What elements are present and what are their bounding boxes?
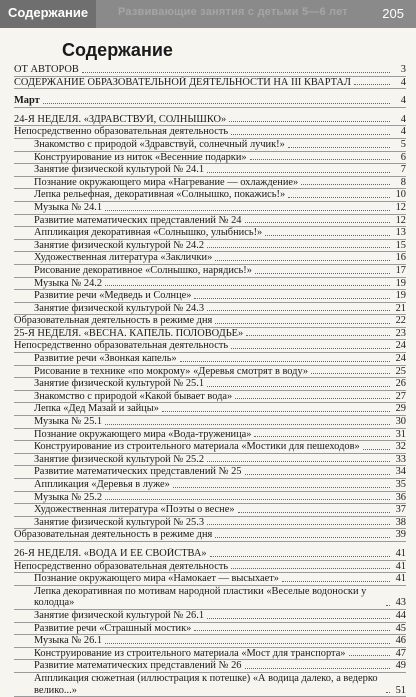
dot-leader <box>229 121 390 122</box>
toc-entry-title: Познание окружающего мира «Нагревание — охлаждение» <box>34 176 299 188</box>
dot-leader <box>288 197 390 198</box>
toc-entry-title: Знакомство с природой «Здравствуй, солнечный лучик!» <box>34 138 285 150</box>
toc-entry-title: Познание окружающего мира «Вода-труженица» <box>34 428 252 440</box>
toc-entry <box>14 479 406 492</box>
dot-leader <box>207 310 390 311</box>
toc-entry-page: 46 <box>395 635 406 647</box>
toc-entry-title: Развитие математических представлений № 25 <box>34 466 242 478</box>
toc-entry <box>14 416 406 429</box>
toc-entry <box>14 660 406 673</box>
toc-entry <box>14 353 406 366</box>
toc-entry-title: Конструирование из строительного материала «Мостики для пешеходов» <box>34 441 360 453</box>
toc-entry <box>14 64 406 77</box>
toc-entry-page: 32 <box>395 441 406 453</box>
dot-leader <box>194 630 390 631</box>
toc-entry-page: 27 <box>395 390 406 402</box>
toc-entry <box>14 77 406 90</box>
toc-entry-title: Развитие речи «Звонкая капель» <box>34 353 177 365</box>
dot-leader <box>215 323 390 324</box>
toc-entry-page: 7 <box>400 164 406 176</box>
running-header-subtitle: Развивающие занятия с детьми 5—6 лет <box>118 6 348 18</box>
dot-leader <box>245 668 391 669</box>
toc-entry <box>14 610 406 623</box>
dot-leader <box>231 568 390 569</box>
toc-entry-title: Музыка № 24.2 <box>34 277 103 289</box>
toc-heading: Содержание <box>62 40 173 60</box>
dot-leader <box>210 556 390 557</box>
toc-entry-page: 24 <box>395 353 406 365</box>
dot-leader <box>207 524 390 525</box>
dot-leader <box>386 692 390 693</box>
dot-leader <box>207 172 390 173</box>
dot-leader <box>301 184 390 185</box>
toc-entry-page: 26 <box>395 378 406 390</box>
toc-entry-title: Музыка № 24.1 <box>34 201 103 213</box>
toc-entry-page: 45 <box>395 622 406 634</box>
dot-leader <box>245 222 391 223</box>
toc-entry-page: 31 <box>395 428 406 440</box>
toc-entry <box>14 391 406 404</box>
toc-entry-title: Занятие физической культурой № 25.2 <box>34 453 205 465</box>
toc-entry-title: Непосредственно образовательная деятельность <box>14 340 229 352</box>
toc-entry-page: 51 <box>395 684 406 696</box>
toc-entry <box>14 648 406 661</box>
dot-leader <box>354 84 390 85</box>
toc-entry-title: Музыка № 25.2 <box>34 491 103 503</box>
toc-entry-page: 33 <box>395 453 406 465</box>
toc-entry-title: 25-Я НЕДЕЛЯ. «ВЕСНА. КАПЕЛЬ. ПОЛОВОДЬЕ» <box>14 327 244 339</box>
toc-entry-page: 6 <box>400 151 406 163</box>
toc-entry-title: СОДЕРЖАНИЕ ОБРАЗОВАТЕЛЬНОЙ ДЕЯТЕЛЬНОСТИ НА III КВАРТАЛ <box>14 76 351 88</box>
toc-entry-page: 10 <box>395 189 406 201</box>
toc-entry-page: 24 <box>395 340 406 352</box>
toc-entry-title: Образовательная деятельность в режиме дня <box>14 529 213 541</box>
toc-entry <box>14 403 406 416</box>
toc-entry-title: Лепка рельефная, декоративная «Солнышко, покажись!» <box>34 189 286 201</box>
toc-entry-page: 4 <box>400 113 406 125</box>
toc-entry <box>14 492 406 505</box>
dot-leader <box>105 424 390 425</box>
toc-entry-title: 26-Я НЕДЕЛЯ. «ВОДА И ЕЕ СВОЙСТВА» <box>14 547 207 559</box>
dot-leader <box>207 247 390 248</box>
toc-entry <box>14 139 406 152</box>
toc-entry-title: Рисование в технике «по мокрому» «Деревья смотрят в воду» <box>34 365 309 377</box>
toc-entry-page: 3 <box>400 64 406 75</box>
toc-entry-title: Конструирование из строительного материала «Мост для транспорта» <box>34 647 346 659</box>
toc-entry-title: Занятие физической культурой № 25.3 <box>34 516 205 528</box>
toc-entry-title: Лепка «Дед Мазай и зайцы» <box>34 403 159 415</box>
dot-leader <box>238 512 390 513</box>
toc-entry-page: 39 <box>395 529 406 541</box>
toc-entry <box>14 265 406 278</box>
toc-entry-title: Конструирование из ниток «Весенние подарки» <box>34 151 247 163</box>
toc-entry-page: 36 <box>395 491 406 503</box>
dot-leader <box>43 103 390 104</box>
toc-entry <box>14 548 406 561</box>
toc-entry-title: Занятие физической культурой № 24.1 <box>34 164 205 176</box>
toc-entry <box>14 177 406 190</box>
toc-entry-page: 16 <box>395 252 406 264</box>
toc-entry-title: ОТ АВТОРОВ <box>14 64 79 75</box>
dot-leader <box>235 398 390 399</box>
toc-entry <box>14 202 406 215</box>
dot-leader <box>207 461 390 462</box>
toc-entry <box>14 215 406 228</box>
toc-entry <box>14 340 406 353</box>
toc-entry-page: 25 <box>395 365 406 377</box>
toc-entry-title: Занятие физической культурой № 26.1 <box>34 609 205 621</box>
dot-leader <box>288 147 390 148</box>
toc-entry <box>14 573 406 586</box>
dot-leader <box>250 159 390 160</box>
toc-entry <box>14 152 406 165</box>
toc-entry <box>14 504 406 517</box>
toc-entry-title: Развитие математических представлений № 24 <box>34 214 242 226</box>
toc-entry-page: 4 <box>400 76 406 88</box>
toc-entry-title: Занятие физической культурой № 25.1 <box>34 378 205 390</box>
toc-entry <box>14 623 406 636</box>
dot-leader <box>231 134 390 135</box>
toc-entry-page: 47 <box>395 647 406 659</box>
toc-entry <box>14 315 406 328</box>
toc-entry-page: 37 <box>395 504 406 516</box>
toc-entry-page: 13 <box>395 227 406 239</box>
toc-entry-title: 24-Я НЕДЕЛЯ. «ЗДРАВСТВУЙ, СОЛНЫШКО» <box>14 113 227 125</box>
toc-entry <box>14 227 406 240</box>
toc-entry-page: 34 <box>395 466 406 478</box>
toc-entry <box>14 164 406 177</box>
toc-entry-title: Художественная литература «Поэты о весне» <box>34 504 235 516</box>
dot-leader <box>207 618 390 619</box>
toc-entry <box>14 95 406 108</box>
dot-leader <box>311 373 390 374</box>
dot-leader <box>105 210 390 211</box>
toc-entry <box>14 290 406 303</box>
dot-leader <box>105 499 390 500</box>
toc-entry-page: 5 <box>400 138 406 150</box>
toc-entry-page: 38 <box>395 516 406 528</box>
toc-entry-page: 17 <box>395 264 406 276</box>
toc-entry <box>14 586 406 610</box>
toc-entry-page: 21 <box>395 302 406 314</box>
toc-entry-title: Март <box>14 95 40 107</box>
toc-entry-title: Рисование декоративное «Солнышко, нарядись!» <box>34 264 252 276</box>
dot-leader <box>194 298 390 299</box>
dot-leader <box>215 537 390 538</box>
toc-entry <box>14 517 406 530</box>
toc-entry-page: 23 <box>395 327 406 339</box>
toc-entry-page: 44 <box>395 609 406 621</box>
toc-entry <box>14 561 406 574</box>
toc-entry <box>14 252 406 265</box>
toc-entry-page: 4 <box>400 95 406 107</box>
toc-entry <box>14 366 406 379</box>
toc-entry <box>14 635 406 648</box>
toc-entry-title: Занятие физической культурой № 24.2 <box>34 239 205 251</box>
dot-leader <box>207 386 390 387</box>
toc-entry <box>14 454 406 467</box>
toc-entry-page: 35 <box>395 479 406 490</box>
toc-entry-title: Образовательная деятельность в режиме дня <box>14 315 213 327</box>
toc-entry-page: 22 <box>395 315 406 327</box>
toc-entry-title: Художественная литература «Заклички» <box>34 252 213 264</box>
dot-leader <box>254 436 390 437</box>
toc-entry-title: Непосредственно образовательная деятельность <box>14 126 229 138</box>
dot-leader <box>215 260 390 261</box>
toc-entry <box>14 240 406 253</box>
toc-entry-title: Непосредственно образовательная деятельность <box>14 560 229 572</box>
toc-entry <box>14 328 406 341</box>
dot-leader <box>386 605 390 606</box>
dot-leader <box>82 72 390 73</box>
toc-entry-title: Знакомство с природой «Какой бывает вода» <box>34 390 233 402</box>
toc-entry-title: Развитие речи «Медведь и Солнце» <box>34 290 192 302</box>
toc-entry-title: Аппликация «Деревья в луже» <box>34 479 170 490</box>
toc-entry <box>14 466 406 479</box>
toc-entry-title: Музыка № 25.1 <box>34 416 103 428</box>
dot-leader <box>245 474 391 475</box>
dot-leader <box>265 235 390 236</box>
dot-leader <box>180 361 390 362</box>
dot-leader <box>105 285 390 286</box>
toc-entry-page: 19 <box>395 277 406 289</box>
toc-entry-page: 29 <box>395 403 406 415</box>
table-of-contents <box>14 64 406 697</box>
toc-entry-page: 12 <box>395 214 406 226</box>
toc-entry-page: 19 <box>395 290 406 302</box>
toc-entry-page: 4 <box>400 126 406 138</box>
toc-entry-page: 41 <box>395 547 406 559</box>
toc-entry-page: 12 <box>395 201 406 213</box>
toc-entry-title: Аппликация декоративная «Солнышко, улыбнись!» <box>34 227 263 239</box>
toc-entry-title: Познание окружающего мира «Намокает — высыхает» <box>34 573 279 585</box>
toc-entry <box>14 278 406 291</box>
toc-entry-page: 49 <box>395 660 406 672</box>
dot-leader <box>349 655 390 656</box>
toc-entry <box>14 303 406 316</box>
toc-entry-page: 30 <box>395 416 406 428</box>
toc-entry-page: 41 <box>395 573 406 585</box>
running-header-title: Содержание <box>8 5 89 20</box>
toc-entry-page: 43 <box>395 597 406 609</box>
dot-leader <box>162 411 390 412</box>
running-header <box>0 0 416 28</box>
toc-entry <box>14 378 406 391</box>
toc-entry <box>14 126 406 139</box>
dot-leader <box>246 335 390 336</box>
toc-entry <box>14 114 406 127</box>
toc-entry <box>14 673 406 697</box>
toc-entry-page: 15 <box>395 239 406 251</box>
page-number: 205 <box>382 6 404 21</box>
toc-entry-title: Аппликация сюжетная (иллюстрация к потешке) «А водица далеко, а ведерко велико...» <box>34 672 378 696</box>
dot-leader <box>231 348 390 349</box>
toc-entry-page: 41 <box>395 560 406 572</box>
toc-entry-title: Музыка № 26.1 <box>34 635 103 647</box>
dot-leader <box>173 487 390 488</box>
toc-entry-page: 8 <box>400 176 406 188</box>
dot-leader <box>282 581 390 582</box>
toc-entry <box>14 429 406 442</box>
toc-entry-title: Развитие речи «Страшный мостик» <box>34 622 192 634</box>
toc-entry-title: Лепка декоративная по мотивам народной пластики «Веселые водоноски у колодца» <box>34 585 367 609</box>
toc-entry-title: Развитие математических представлений № 26 <box>34 660 242 672</box>
dot-leader <box>363 449 390 450</box>
toc-entry <box>14 529 406 542</box>
dot-leader <box>105 643 390 644</box>
toc-entry <box>14 441 406 454</box>
toc-entry <box>14 189 406 202</box>
toc-entry-title: Занятие физической культурой № 24.3 <box>34 302 205 314</box>
dot-leader <box>255 273 390 274</box>
